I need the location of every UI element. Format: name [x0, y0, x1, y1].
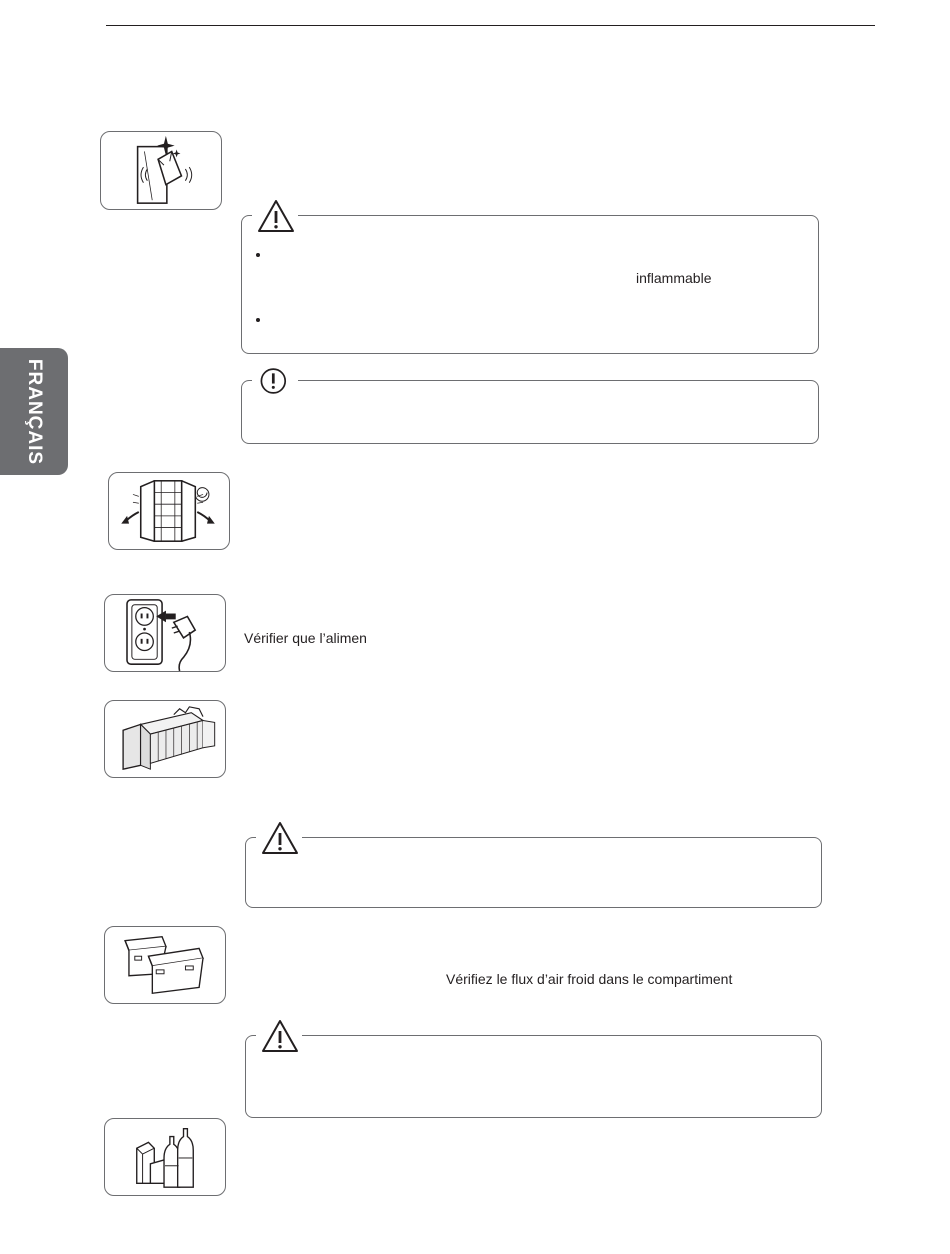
storage-boxes-icon [104, 926, 226, 1004]
note-box [241, 380, 819, 444]
warning-triangle-icon [260, 1018, 300, 1054]
language-tab-label: FRANÇAIS [24, 358, 45, 465]
language-tab [0, 348, 68, 475]
header-rule [106, 25, 875, 26]
list-bullet [256, 318, 260, 322]
cleaning-cloth-icon [100, 131, 222, 210]
warning-box [241, 215, 819, 354]
power-check-text: Vérifier que l’alimen [244, 630, 367, 646]
ice-maker-icon [104, 700, 226, 778]
warning-box [245, 1035, 822, 1118]
open-doors-airflow-icon [108, 472, 230, 550]
food-bottles-icon [104, 1118, 226, 1196]
list-bullet [256, 253, 260, 257]
warning-triangle-icon [260, 820, 300, 856]
warning-text-inflammable: inflammable [636, 270, 712, 286]
warning-box [245, 837, 822, 908]
airflow-check-text: Vérifiez le flux d’air froid dans le compartiment [446, 971, 733, 987]
power-plug-icon [104, 594, 226, 672]
caution-exclamation-icon [258, 364, 292, 398]
warning-triangle-icon [256, 198, 296, 234]
